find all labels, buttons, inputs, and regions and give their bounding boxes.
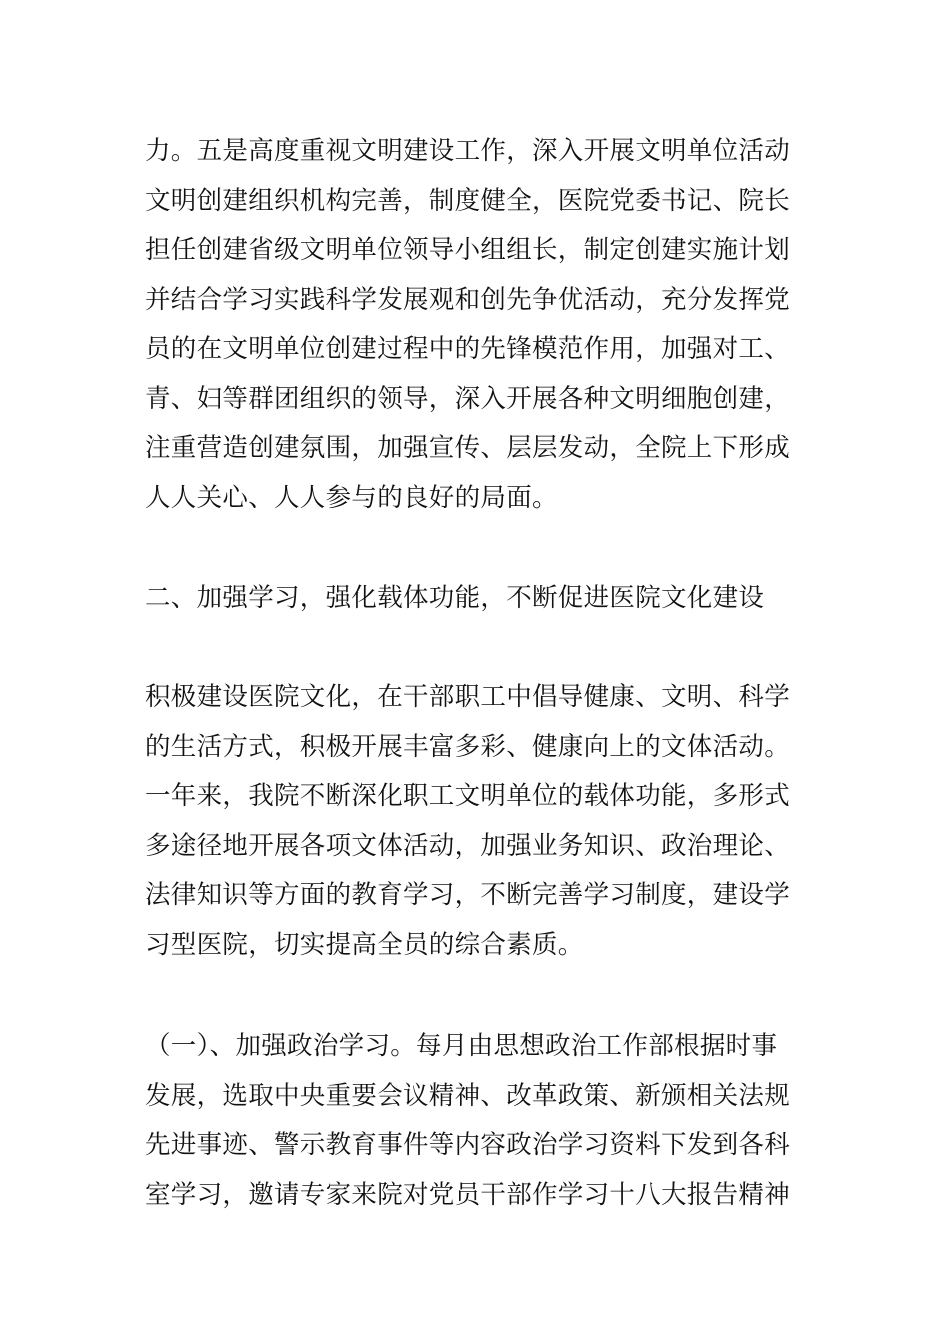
text-line: 担任创建省级文明单位领导小组组长，制定创建实施计划 [145,235,791,265]
text-line: 人人关心、人人参与的良好的局面。 [145,482,558,513]
text-line: 的生活方式，积极开展丰富多彩、健康向上的文体活动。 [145,731,791,762]
text-line: （一）、加强政治学习。每月由思想政治工作部根据时事 [145,1031,778,1061]
paragraph-hospital-culture [145,673,810,970]
text-line: 多途径地开展各项文体活动，加强业务知识、政治理论、 [145,830,791,861]
text-line: 积极建设医院文化，在干部职工中倡导健康、文明、科学 [145,682,791,712]
text-line: 并结合学习实践科学发展观和创先争优活动，充分发挥党 [145,284,791,315]
text-line: 先进事迹、警示教育事件等内容政治学习资料下发到各科 [145,1130,791,1160]
text-line: 习型医院，切实提高全员的综合素质。 [145,929,584,960]
heading-line: 二、加强学习，强化载体功能，不断促进医院文化建设 [145,583,765,613]
text-line: 员的在文明单位创建过程中的先锋模范作用，加强对工、 [145,334,791,364]
section-heading [145,574,810,624]
text-line: 一年来，我院不断深化职工文明单位的载体功能，多形式 [145,781,791,811]
text-line: 文明创建组织机构完善，制度健全，医院党委书记、院长 [145,185,791,216]
text-line: 力。五是高度重视文明建设工作，深入开展文明单位活动 [145,136,791,166]
paragraph-political-study [145,1022,810,1220]
text-line: 法律知识等方面的教育学习，不断完善学习制度，建设学 [145,880,791,910]
text-line: 青、妇等群团组织的领导，深入开展各种文明细胞创建， [145,383,791,414]
text-line: 注重营造创建氛围，加强宣传、层层发动，全院上下形成 [145,433,791,463]
text-line: 室学习，邀请专家来院对党员干部作学习十八大报告精神 [145,1179,791,1210]
paragraph-civilization-building [145,127,810,523]
text-line: 发展，选取中央重要会议精神、改革政策、新颁相关法规 [145,1080,791,1111]
